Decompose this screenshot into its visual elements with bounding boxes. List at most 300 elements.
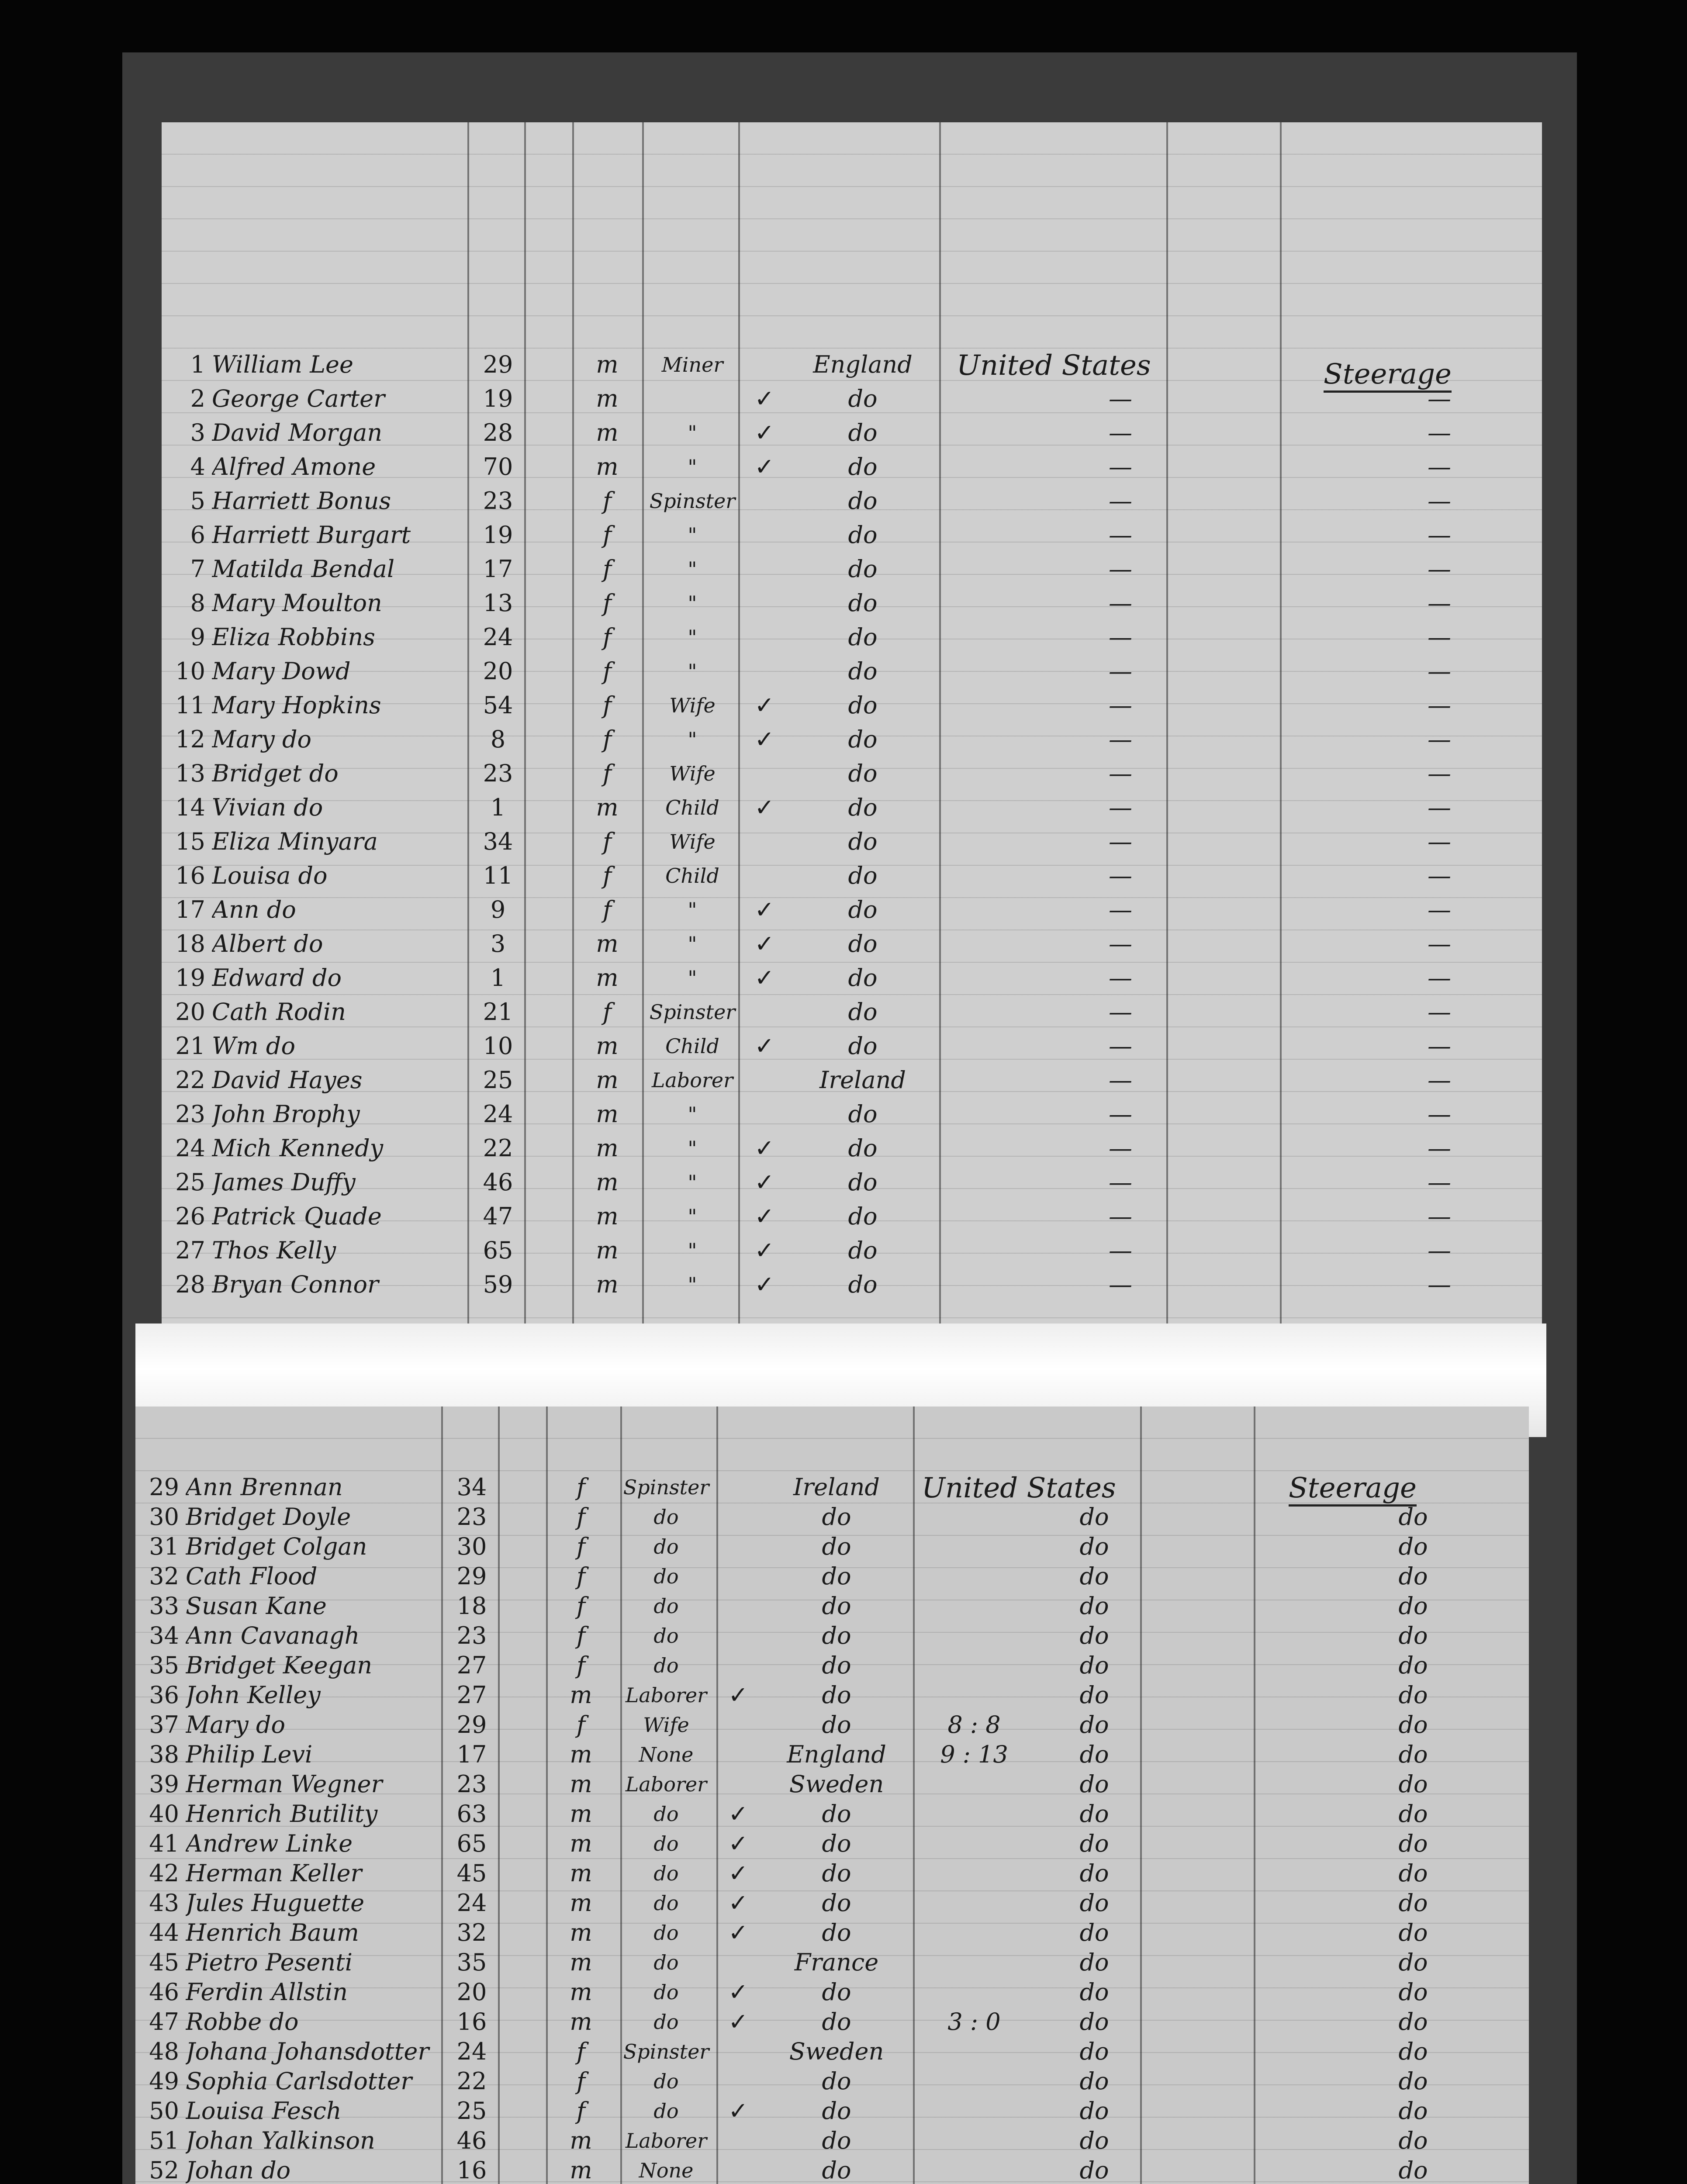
- passenger-age: 23: [456, 1503, 487, 1531]
- passenger-name: Henrich Baum: [186, 1919, 359, 1946]
- passenger-name: Eliza Minyara: [212, 828, 378, 855]
- passenger-row: [135, 1918, 1529, 1948]
- row-number: 15: [175, 828, 205, 855]
- passenger-occupation: do: [653, 1832, 679, 1856]
- amount-paid: 3 : 0: [947, 2008, 1001, 2035]
- passenger-name: Pietro Pesenti: [186, 1949, 353, 1976]
- passenger-row: [162, 1269, 1542, 1300]
- passenger-row: [135, 2066, 1529, 2097]
- passenger-row: [135, 2096, 1529, 2126]
- row-number: 8: [190, 589, 205, 617]
- destination: do: [1079, 1949, 1109, 1976]
- passenger-class: —: [1428, 1203, 1451, 1230]
- country-of-origin: do: [822, 1622, 851, 1649]
- passenger-name: Mary Moulton: [212, 589, 382, 617]
- row-number: 17: [175, 896, 205, 923]
- destination: —: [1109, 657, 1132, 685]
- destination: —: [1109, 896, 1132, 923]
- destination: do: [1079, 1652, 1109, 1679]
- passenger-row: [162, 792, 1542, 823]
- passenger-class: do: [1398, 1533, 1428, 1560]
- destination: —: [1109, 862, 1132, 889]
- passenger-sex: f: [603, 555, 612, 583]
- passenger-row: [162, 895, 1542, 925]
- passenger-name: Mary Dowd: [212, 657, 351, 685]
- passenger-occupation: ": [688, 421, 697, 445]
- passenger-age: 8: [490, 726, 506, 753]
- passenger-sex: f: [577, 1533, 585, 1560]
- passenger-name: Herman Wegner: [186, 1770, 383, 1798]
- passenger-occupation: do: [653, 1862, 679, 1885]
- passenger-name: Mary Hopkins: [212, 691, 381, 719]
- row-number: 19: [175, 964, 205, 992]
- passenger-row: [162, 1235, 1542, 1266]
- destination: do: [1079, 2038, 1109, 2065]
- passenger-sex: f: [603, 487, 612, 515]
- passenger-row: [135, 1799, 1529, 1829]
- passenger-name: James Duffy: [212, 1168, 356, 1196]
- passenger-class: —: [1428, 419, 1451, 446]
- row-number: 37: [149, 1711, 179, 1738]
- passenger-age: 21: [483, 998, 513, 1026]
- passenger-sex: m: [596, 1271, 619, 1298]
- passenger-sex: f: [603, 896, 612, 923]
- destination: do: [1079, 2127, 1109, 2154]
- row-number: 40: [149, 1800, 179, 1828]
- passenger-row: [162, 997, 1542, 1027]
- check-mark: ✓: [728, 1800, 748, 1828]
- manifest-page-lower: [135, 1406, 1529, 2184]
- country-of-origin: do: [848, 1203, 878, 1230]
- row-number: 11: [175, 691, 205, 719]
- passenger-sex: f: [577, 1473, 585, 1501]
- country-of-origin: do: [822, 2097, 851, 2125]
- passenger-class: do: [1398, 1919, 1428, 1946]
- passenger-row: [162, 384, 1542, 414]
- passenger-class: —: [1428, 521, 1451, 549]
- country-of-origin: do: [822, 1919, 851, 1946]
- passenger-occupation: Wife: [669, 694, 716, 717]
- passenger-name: Bridget Doyle: [186, 1503, 351, 1531]
- country-of-origin: do: [822, 2067, 851, 2095]
- row-number: 6: [190, 521, 205, 549]
- passenger-name: Bridget Colgan: [186, 1533, 367, 1560]
- passenger-class: —: [1428, 1066, 1451, 1094]
- passenger-occupation: ": [688, 966, 697, 990]
- passenger-class: —: [1428, 453, 1451, 480]
- passenger-sex: m: [596, 964, 619, 992]
- row-number: 21: [175, 1032, 205, 1060]
- country-of-origin: do: [848, 998, 878, 1026]
- row-number: 26: [175, 1203, 205, 1230]
- passenger-age: 27: [456, 1681, 487, 1709]
- passenger-row: [135, 1977, 1529, 2008]
- passenger-sex: f: [577, 2067, 585, 2095]
- passenger-occupation: ": [688, 1171, 697, 1194]
- check-mark: ✓: [754, 1168, 774, 1196]
- country-of-origin: England: [787, 1741, 886, 1768]
- passenger-class: —: [1428, 555, 1451, 583]
- country-of-origin: do: [822, 1533, 851, 1560]
- check-mark: ✓: [728, 1889, 748, 1917]
- passenger-class: do: [1398, 1741, 1428, 1768]
- passenger-age: 65: [483, 1237, 513, 1264]
- country-of-origin: France: [794, 1949, 879, 1976]
- country-of-origin: do: [848, 964, 878, 992]
- check-mark: ✓: [754, 896, 774, 923]
- passenger-sex: f: [577, 1622, 585, 1649]
- passenger-name: Johan Yalkinson: [186, 2127, 375, 2154]
- passenger-sex: f: [577, 1711, 585, 1738]
- passenger-row: [162, 929, 1542, 959]
- passenger-age: 35: [456, 1949, 487, 1976]
- passenger-sex: m: [596, 794, 619, 821]
- passenger-age: 24: [456, 1889, 487, 1917]
- country-of-origin: do: [848, 1100, 878, 1128]
- passenger-sex: m: [596, 1066, 619, 1094]
- passenger-sex: m: [570, 1681, 592, 1709]
- check-mark: ✓: [754, 930, 774, 957]
- passenger-name: Alfred Amone: [212, 453, 376, 480]
- check-mark: ✓: [728, 1681, 748, 1709]
- passenger-occupation: Spinster: [623, 2040, 709, 2063]
- passenger-class: do: [1398, 2008, 1428, 2035]
- passenger-row: [135, 1561, 1529, 1592]
- manifest-page-upper: [162, 122, 1542, 1345]
- passenger-name: Mary do: [212, 726, 312, 753]
- passenger-sex: m: [596, 453, 619, 480]
- passenger-class: —: [1428, 1100, 1451, 1128]
- destination: —: [1109, 419, 1132, 446]
- passenger-age: 18: [456, 1592, 487, 1620]
- country-of-origin: do: [848, 487, 878, 515]
- check-mark: ✓: [754, 964, 774, 992]
- row-number: 38: [149, 1741, 179, 1768]
- passenger-sex: m: [570, 1830, 592, 1857]
- passenger-occupation: do: [653, 1624, 679, 1648]
- row-number: 14: [175, 794, 205, 821]
- passenger-sex: m: [570, 2156, 592, 2184]
- row-number: 32: [149, 1562, 179, 1590]
- destination: do: [1079, 1533, 1109, 1560]
- amount-paid: 8 : 8: [947, 1711, 1001, 1738]
- passenger-class: —: [1428, 1032, 1451, 1060]
- row-number: 3: [190, 419, 205, 446]
- destination: —: [1109, 930, 1132, 957]
- passenger-sex: m: [596, 419, 619, 446]
- row-number: 51: [149, 2127, 179, 2154]
- passenger-class: —: [1428, 1134, 1451, 1162]
- passenger-class: do: [1398, 1889, 1428, 1917]
- destination: —: [1109, 589, 1132, 617]
- passenger-row: [162, 1167, 1542, 1198]
- row-number: 2: [190, 385, 205, 412]
- destination: —: [1109, 998, 1132, 1026]
- row-number: 23: [175, 1100, 205, 1128]
- passenger-age: 22: [483, 1134, 513, 1162]
- row-number: 39: [149, 1770, 179, 1798]
- passenger-sex: f: [603, 623, 612, 651]
- passenger-class: —: [1428, 1237, 1451, 1264]
- passenger-row: [135, 2155, 1529, 2184]
- destination: do: [1079, 1919, 1109, 1946]
- passenger-occupation: ": [688, 728, 697, 751]
- passenger-occupation: Miner: [661, 353, 723, 377]
- passenger-row: [162, 963, 1542, 993]
- destination: do: [1079, 1592, 1109, 1620]
- passenger-age: 46: [483, 1168, 513, 1196]
- row-number: 42: [149, 1859, 179, 1887]
- passenger-age: 29: [483, 351, 513, 378]
- passenger-class: —: [1428, 691, 1451, 719]
- passenger-class: —: [1428, 385, 1451, 412]
- destination: do: [1079, 1978, 1109, 2006]
- passenger-name: Edward do: [212, 964, 342, 992]
- passenger-age: 54: [483, 691, 513, 719]
- row-number: 20: [175, 998, 205, 1026]
- country-of-origin: Sweden: [789, 2038, 884, 2065]
- country-of-origin: do: [848, 1271, 878, 1298]
- passenger-occupation: do: [653, 1980, 679, 2004]
- passenger-row: [162, 1065, 1542, 1095]
- passenger-name: Wm do: [212, 1032, 295, 1060]
- passenger-sex: m: [570, 1859, 592, 1887]
- passenger-occupation: do: [653, 1891, 679, 1915]
- country-of-origin: do: [848, 419, 878, 446]
- passenger-class: do: [1398, 1592, 1428, 1620]
- passenger-row: [162, 588, 1542, 619]
- country-of-origin: do: [848, 726, 878, 753]
- passenger-row: [135, 1739, 1529, 1770]
- row-number: 30: [149, 1503, 179, 1531]
- passenger-sex: m: [596, 351, 619, 378]
- passenger-class: do: [1398, 1978, 1428, 2006]
- destination: do: [1079, 1562, 1109, 1590]
- passenger-sex: m: [596, 385, 619, 412]
- row-number: 4: [190, 453, 205, 480]
- passenger-age: 32: [456, 1919, 487, 1946]
- row-number: 31: [149, 1533, 179, 1560]
- country-of-origin: do: [822, 2156, 851, 2184]
- amount-paid: 9 : 13: [940, 1741, 1008, 1768]
- passenger-occupation: ": [688, 455, 697, 479]
- passenger-age: 29: [456, 1562, 487, 1590]
- passenger-class: —: [1428, 828, 1451, 855]
- country-of-origin: Ireland: [819, 1066, 906, 1094]
- passenger-class: do: [1398, 2038, 1428, 2065]
- passenger-name: Bridget Keegan: [186, 1652, 373, 1679]
- country-of-origin: do: [848, 453, 878, 480]
- passenger-occupation: ": [688, 932, 697, 956]
- passenger-occupation: Laborer: [651, 1068, 733, 1092]
- passenger-name: William Lee: [212, 351, 353, 378]
- passenger-sex: m: [596, 930, 619, 957]
- passenger-row: [135, 1621, 1529, 1651]
- passenger-name: Johan do: [186, 2156, 291, 2184]
- passenger-sex: m: [570, 2008, 592, 2035]
- passenger-age: 20: [456, 1978, 487, 2006]
- passenger-sex: m: [570, 1889, 592, 1917]
- passenger-occupation: do: [653, 1921, 679, 1945]
- passenger-sex: m: [570, 1800, 592, 1828]
- passenger-row: [162, 724, 1542, 755]
- row-number: 5: [190, 487, 205, 515]
- check-mark: ✓: [754, 726, 774, 753]
- header-class: Steerage: [1324, 358, 1452, 393]
- passenger-age: 47: [483, 1203, 513, 1230]
- passenger-name: Ann Cavanagh: [186, 1622, 360, 1649]
- passenger-age: 59: [483, 1271, 513, 1298]
- passenger-class: —: [1428, 760, 1451, 787]
- destination: —: [1109, 1271, 1132, 1298]
- destination: do: [1079, 1681, 1109, 1709]
- passenger-age: 17: [456, 1741, 487, 1768]
- passenger-class: do: [1398, 1711, 1428, 1738]
- destination: —: [1109, 487, 1132, 515]
- row-number: 18: [175, 930, 205, 957]
- passenger-class: —: [1428, 794, 1451, 821]
- passenger-age: 34: [456, 1473, 487, 1501]
- passenger-name: Bridget do: [212, 760, 339, 787]
- row-number: 47: [149, 2008, 179, 2035]
- passenger-occupation: ": [688, 591, 697, 615]
- passenger-sex: f: [603, 760, 612, 787]
- passenger-age: 17: [483, 555, 513, 583]
- destination: do: [1079, 2097, 1109, 2125]
- passenger-class: do: [1398, 1830, 1428, 1857]
- country-of-origin: do: [822, 1681, 851, 1709]
- row-number: 29: [149, 1473, 179, 1501]
- destination: —: [1109, 1134, 1132, 1162]
- check-mark: ✓: [754, 419, 774, 446]
- passenger-name: Henrich Butility: [186, 1800, 378, 1828]
- passenger-age: 27: [456, 1652, 487, 1679]
- country-of-origin: do: [848, 385, 878, 412]
- passenger-row: [162, 554, 1542, 584]
- passenger-name: Cath Flood: [186, 1562, 318, 1590]
- passenger-age: 19: [483, 385, 513, 412]
- passenger-age: 70: [483, 453, 513, 480]
- passenger-name: Jules Huguette: [186, 1889, 365, 1917]
- passenger-class: do: [1398, 2156, 1428, 2184]
- check-mark: ✓: [728, 2097, 748, 2125]
- passenger-class: —: [1428, 896, 1451, 923]
- passenger-sex: f: [577, 2038, 585, 2065]
- passenger-age: 10: [483, 1032, 513, 1060]
- destination: do: [1079, 1711, 1109, 1738]
- check-mark: ✓: [754, 453, 774, 480]
- passenger-occupation: do: [653, 1654, 679, 1677]
- passenger-occupation: Wife: [669, 830, 716, 854]
- passenger-occupation: do: [653, 2070, 679, 2093]
- passenger-row: [162, 1099, 1542, 1130]
- country-of-origin: do: [848, 930, 878, 957]
- country-of-origin: do: [848, 1032, 878, 1060]
- passenger-sex: f: [577, 2097, 585, 2125]
- country-of-origin: do: [848, 555, 878, 583]
- passenger-occupation: Spinster: [649, 1000, 736, 1024]
- check-mark: ✓: [754, 1271, 774, 1298]
- passenger-sex: f: [603, 589, 612, 617]
- passenger-occupation: ": [688, 625, 697, 649]
- passenger-occupation: None: [639, 1743, 694, 1766]
- passenger-age: 22: [456, 2067, 487, 2095]
- passenger-occupation: ": [688, 1239, 697, 1262]
- check-mark: ✓: [728, 1919, 748, 1946]
- passenger-occupation: Spinster: [649, 489, 736, 513]
- passenger-row: [135, 2007, 1529, 2037]
- destination: —: [1109, 726, 1132, 753]
- passenger-row: [135, 1858, 1529, 1889]
- passenger-occupation: Child: [665, 796, 719, 819]
- row-number: 9: [190, 623, 205, 651]
- passenger-class: do: [1398, 2097, 1428, 2125]
- passenger-age: 16: [456, 2156, 487, 2184]
- passenger-class: —: [1428, 726, 1451, 753]
- passenger-sex: m: [596, 1237, 619, 1264]
- destination: —: [1109, 691, 1132, 719]
- country-of-origin: do: [822, 1859, 851, 1887]
- destination: do: [1079, 2156, 1109, 2184]
- passenger-occupation: Laborer: [625, 2129, 707, 2153]
- passenger-occupation: do: [653, 1594, 679, 1618]
- passenger-occupation: ": [688, 1205, 697, 1228]
- check-mark: ✓: [754, 1237, 774, 1264]
- country-of-origin: do: [822, 1889, 851, 1917]
- passenger-sex: f: [577, 1652, 585, 1679]
- passenger-name: Johana Johansdotter: [186, 2038, 429, 2065]
- passenger-occupation: Laborer: [625, 1773, 707, 1796]
- check-mark: ✓: [754, 385, 774, 412]
- passenger-sex: f: [603, 657, 612, 685]
- check-mark: ✓: [754, 1032, 774, 1060]
- passenger-age: 9: [490, 896, 506, 923]
- passenger-occupation: ": [688, 898, 697, 922]
- passenger-name: Sophia Carlsdotter: [186, 2067, 412, 2095]
- destination: —: [1109, 760, 1132, 787]
- row-number: 28: [175, 1271, 205, 1298]
- passenger-name: Vivian do: [212, 794, 323, 821]
- passenger-age: 1: [490, 794, 506, 821]
- passenger-row: [135, 1769, 1529, 1800]
- passenger-row: [162, 758, 1542, 789]
- passenger-class: do: [1398, 1562, 1428, 1590]
- header-destination: United States: [922, 1472, 1116, 1504]
- destination: —: [1109, 385, 1132, 412]
- passenger-occupation: do: [653, 1535, 679, 1559]
- passenger-row: [162, 622, 1542, 653]
- passenger-row: [135, 1828, 1529, 1859]
- passenger-age: 34: [483, 828, 513, 855]
- passenger-class: —: [1428, 998, 1451, 1026]
- destination: do: [1079, 1622, 1109, 1649]
- passenger-name: Ferdin Allstin: [186, 1978, 348, 2006]
- passenger-row: [162, 860, 1542, 891]
- country-of-origin: do: [822, 1562, 851, 1590]
- destination: do: [1079, 1741, 1109, 1768]
- passenger-row: [162, 520, 1542, 550]
- passenger-name: David Hayes: [212, 1066, 363, 1094]
- passenger-age: 25: [483, 1066, 513, 1094]
- passenger-age: 24: [456, 2038, 487, 2065]
- destination: —: [1109, 555, 1132, 583]
- passenger-occupation: do: [653, 1802, 679, 1826]
- country-of-origin: do: [848, 828, 878, 855]
- row-number: 45: [149, 1949, 179, 1976]
- passenger-sex: m: [596, 1134, 619, 1162]
- country-of-origin: Sweden: [789, 1770, 884, 1798]
- passenger-sex: f: [577, 1503, 585, 1531]
